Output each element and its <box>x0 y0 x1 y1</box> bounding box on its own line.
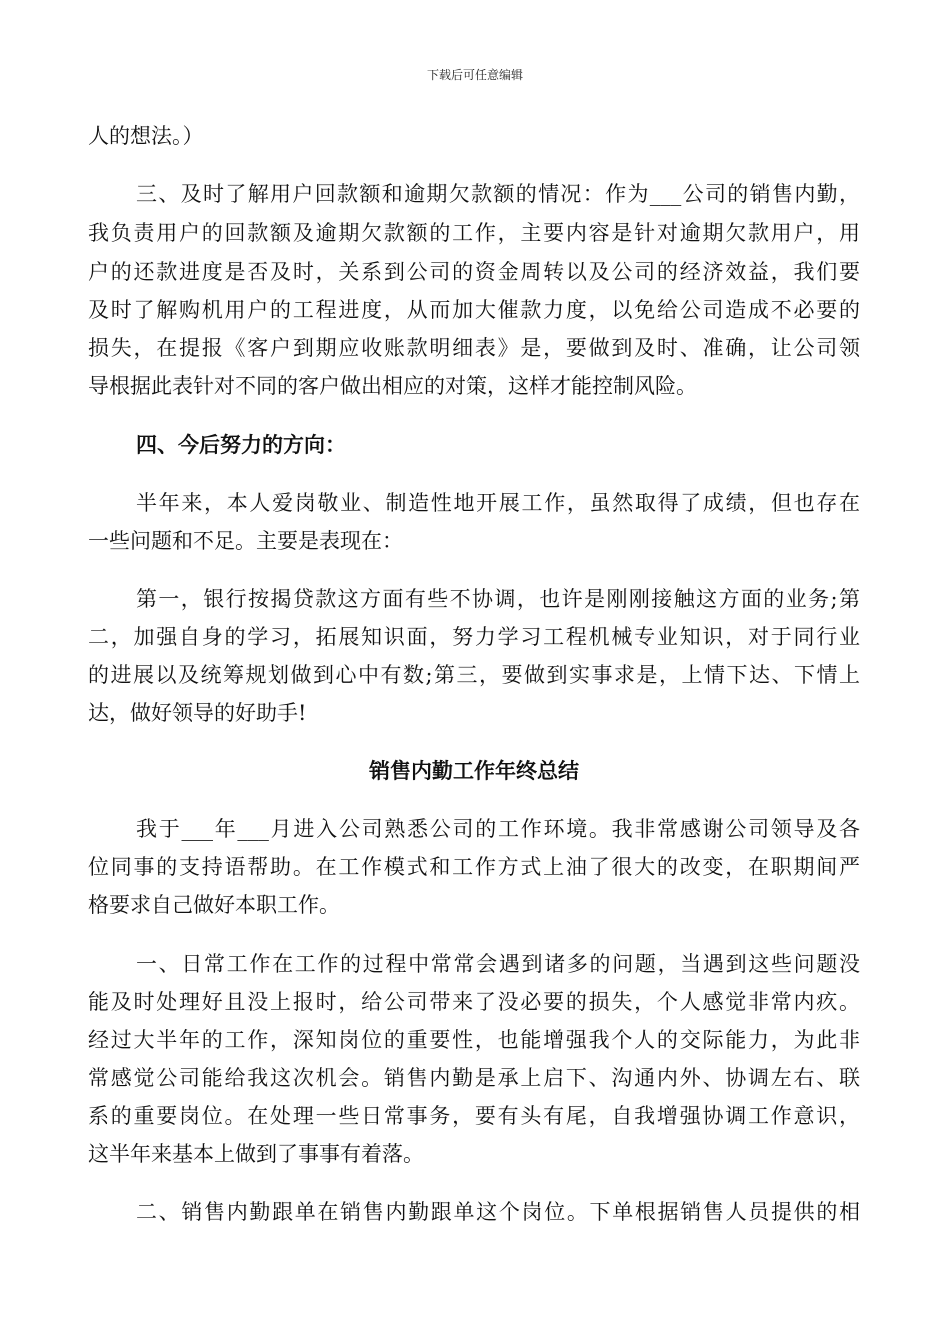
paragraph-line: 能及时处理好且没上报时，给公司带来了没必要的损失，个人感觉非常内疚。 <box>88 990 860 1014</box>
paragraph-line: 这半年来基本上做到了事事有着落。 <box>88 1142 424 1166</box>
paragraph-line: 我于___年___月进入公司熟悉公司的工作环境。我非常感谢公司领导及各 <box>136 817 860 841</box>
section-heading: 四、今后努力的方向： <box>136 432 346 457</box>
paragraph-line: 户的还款进度是否及时，关系到公司的资金周转以及公司的经济效益，我们要 <box>88 260 860 284</box>
paragraph-line: 半年来，本人爱岗敬业、制造性地开展工作，虽然取得了成绩，但也存在 <box>136 491 860 515</box>
paragraph-line: 常感觉公司能给我这次机会。销售内勤是承上启下、沟通内外、协调左右、联 <box>88 1066 860 1090</box>
paragraph-line: 的进展以及统筹规划做到心中有数;第三，要做到实事求是，上情下达、下情上 <box>88 663 860 687</box>
paragraph-line: 一些问题和不足。主要是表现在： <box>88 529 403 553</box>
document-title: 销售内勤工作年终总结 <box>369 758 579 783</box>
paragraph-line: 系的重要岗位。在处理一些日常事务，要有头有尾，自我增强协调工作意识， <box>88 1104 860 1128</box>
paragraph-line: 格要求自己做好本职工作。 <box>88 893 340 917</box>
paragraph-line: 达，做好领导的好助手! <box>88 701 307 725</box>
paragraph-line: 经过大半年的工作，深知岗位的重要性，也能增强我个人的交际能力，为此非 <box>88 1028 860 1052</box>
paragraph-line: 二、销售内勤跟单在销售内勤跟单这个岗位。下单根据销售人员提供的相 <box>136 1200 860 1224</box>
paragraph-line: 损失，在提报《客户到期应收账款明细表》是，要做到及时、准确，让公司领 <box>88 336 860 360</box>
paragraph-line: 三、及时了解用户回款额和逾期欠款额的情况：作为___公司的销售内勤， <box>136 182 860 206</box>
paragraph-line: 一、日常工作在工作的过程中常常会遇到诸多的问题，当遇到这些问题没 <box>136 952 860 976</box>
paragraph-line: 我负责用户的回款额及逾期欠款额的工作，主要内容是针对逾期欠款用户，用 <box>88 221 860 245</box>
paragraph-line: 导根据此表针对不同的客户做出相应的对策，这样才能控制风险。 <box>88 374 697 398</box>
paragraph-line: 人的想法。） <box>88 124 204 148</box>
paragraph-line: 二，加强自身的学习，拓展知识面，努力学习工程机械专业知识，对于同行业 <box>88 625 860 649</box>
paragraph-line: 位同事的支持语帮助。在工作模式和工作方式上油了很大的改变，在职期间严 <box>88 855 860 879</box>
paragraph-line: 及时了解购机用户的工程进度，从而加大催款力度，以免给公司造成不必要的 <box>88 298 860 322</box>
paragraph-line: 第一，银行按揭贷款这方面有些不协调，也许是刚刚接触这方面的业务;第 <box>136 587 860 611</box>
page-header: 下载后可任意编辑 <box>426 68 523 82</box>
